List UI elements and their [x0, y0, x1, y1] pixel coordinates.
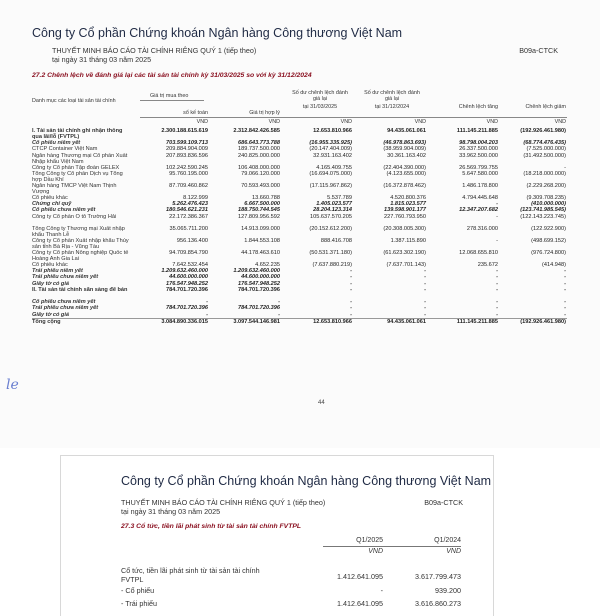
cell-value: 176.547.948.252: [166, 280, 208, 287]
cell-value: -: [350, 268, 352, 275]
cell-value: (20.152.612.200): [309, 225, 352, 232]
cell-value: 1.486.178.800: [462, 182, 498, 189]
cell-value: -: [564, 305, 566, 312]
report-date: tại ngày 31 tháng 03 năm 2025: [52, 55, 152, 64]
cell-value: 12.653.810.966: [313, 318, 352, 325]
cell-value: (50.531.371.180): [309, 249, 352, 256]
header-diff-cur-date: tại 31/12/2024: [374, 104, 410, 110]
cell-value: 44.600.000.000: [241, 274, 280, 281]
unit-label: VND: [340, 119, 352, 125]
cell-value: -: [496, 237, 498, 244]
cell-value: (410.000.000): [531, 201, 566, 208]
cell-value: 30.361.163.402: [387, 152, 426, 159]
cell-value: 703.599.109.713: [166, 140, 208, 146]
table-row: [32, 238, 567, 250]
cell-value: 5.647.580.000: [462, 170, 498, 177]
cell-value: -: [424, 274, 426, 281]
form-code: B09a-CTCK: [519, 46, 558, 55]
cell-value: -: [350, 305, 352, 312]
cell-value: -: [278, 311, 280, 318]
stock-q1-2024: 939.200: [435, 586, 461, 595]
cell-value: 4.652.235: [255, 261, 280, 268]
cell-value: 7.642.532.454: [172, 261, 208, 268]
cell-value: -: [564, 268, 566, 275]
row-label: Cổ phiếu khác: [32, 261, 68, 268]
cell-value: -: [424, 268, 426, 275]
cell-value: 26.569.799.755: [459, 164, 498, 171]
cell-value: 87.709.460.862: [169, 182, 208, 189]
bond-row-label: - Trái phiếu: [121, 599, 157, 608]
handwritten-mark: le: [6, 377, 19, 393]
cell-value: (22.404.390.000): [383, 164, 426, 171]
cell-value: -: [206, 311, 208, 318]
cell-value: -: [424, 298, 426, 305]
cell-value: 12.068.655.810: [459, 249, 498, 256]
cell-value: (16.955.335.925): [309, 140, 352, 146]
report-subtitle: THUYẾT MINH BÁO CÁO TÀI CHÍNH RIÊNG QUÝ 1 (tiếp theo): [121, 498, 326, 507]
cell-value: 127.809.956.592: [238, 213, 280, 220]
cell-value: 278.316.000: [466, 225, 498, 232]
cell-value: 240.825.000.000: [238, 152, 280, 159]
cell-value: 79.066.120.000: [241, 170, 280, 177]
table-row: [32, 128, 567, 140]
cell-value: -: [496, 274, 498, 281]
cell-value: 22.172.386.367: [169, 213, 208, 220]
cell-value: -: [496, 311, 498, 318]
company-name: Công ty Cổ phần Chứng khoán Ngân hàng Công thương Việt Nam: [32, 26, 403, 40]
cell-value: 70.593.493.000: [241, 182, 280, 189]
header-purchase-value: Giá trị mua theo: [150, 93, 189, 99]
cell-value: -: [564, 274, 566, 281]
bond-q1-2025: 1.412.641.095: [337, 599, 383, 608]
cell-value: 33.962.500.000: [459, 152, 498, 159]
unit-label: VND: [554, 119, 566, 125]
row-label: I. Tài sản tài chính ghi nhận thông qua lãi/lỗ (FVTPL): [32, 128, 123, 140]
cell-value: 2.312.842.426.585: [233, 128, 280, 134]
cell-value: 4.165.409.755: [316, 164, 352, 171]
cell-value: 1.844.553.108: [244, 237, 280, 244]
row-label: Cổ phiếu chưa niêm yết: [32, 207, 96, 214]
cell-value: -: [496, 286, 498, 293]
cell-value: (38.959.904.009): [383, 146, 426, 153]
cell-value: (122.143.223.745): [520, 213, 566, 220]
unit-label: VND: [446, 548, 461, 555]
cell-value: -: [564, 311, 566, 318]
cell-value: -: [350, 286, 352, 293]
row-label: Công ty Cổ phần Nông nghiệp Quốc tế Hoàng Anh Gia Lai: [32, 249, 129, 262]
cell-value: (7.637.880.219): [312, 261, 352, 268]
cell-value: 94.709.854.790: [169, 249, 208, 256]
column-q1-2025: Q1/2025: [356, 537, 383, 544]
cell-value: 8.122.999: [183, 194, 208, 201]
report-date: tại ngày 31 tháng 03 năm 2025: [121, 507, 221, 516]
column-q1-2024: Q1/2024: [434, 537, 461, 544]
cell-value: 106.408.000.000: [238, 164, 280, 171]
cell-value: 176.547.948.252: [238, 280, 280, 287]
dividend-q1-2025: 1.412.641.095: [337, 572, 383, 581]
cell-value: -: [564, 164, 566, 171]
cell-value: 4.520.800.376: [390, 194, 426, 201]
cell-value: 180.546.621.231: [166, 207, 208, 214]
row-label: Trái phiếu niêm yết: [32, 268, 83, 275]
cell-value: (9.309.708.235): [526, 194, 566, 201]
unit-label: VND: [268, 119, 280, 125]
cell-value: -: [496, 268, 498, 275]
report-subtitle: THUYẾT MINH BÁO CÁO TÀI CHÍNH RIÊNG QUÝ 1 (tiếp theo): [52, 46, 257, 55]
cell-value: -: [496, 298, 498, 305]
cell-value: 102.242.590.245: [166, 164, 208, 171]
row-label: Tổng cộng: [32, 318, 61, 325]
cell-value: 1.405.023.577: [316, 201, 352, 208]
cell-value: -: [424, 280, 426, 287]
stock-q1-2025: -: [380, 586, 383, 595]
row-label: Công ty Cổ phần Xuất nhập khẩu Thủy sản tỉnh Bà Rịa - Vũng Tàu: [32, 237, 129, 250]
cell-value: 784.701.720.396: [238, 305, 280, 312]
bond-q1-2024: 3.616.860.273: [415, 599, 461, 608]
header-diff-prev: Số dư chênh lệch đánh giá lại: [292, 90, 348, 102]
cell-value: 111.145.211.885: [456, 128, 498, 134]
cell-value: 1.815.023.577: [390, 201, 426, 208]
company-name: Công ty Cổ phần Chứng khoán Ngân hàng Công thương Việt Nam: [121, 474, 492, 488]
cell-value: 28.204.123.314: [313, 207, 352, 214]
cell-value: 35.065.711.200: [169, 225, 208, 232]
cell-value: -: [424, 305, 426, 312]
cell-value: -: [350, 311, 352, 318]
cell-value: -: [424, 286, 426, 293]
cell-value: 686.643.773.788: [238, 140, 280, 146]
table-row: [32, 214, 567, 226]
cell-value: (7.525.000.000): [526, 146, 566, 153]
dividend-row-label: Cổ tức, tiền lãi phát sinh từ tài sản tài chính: [121, 566, 260, 575]
cell-value: -: [564, 298, 566, 305]
cell-value: 209.884.904.009: [166, 146, 208, 153]
cell-value: 139.598.901.177: [384, 207, 426, 214]
unit-label: VND: [196, 119, 208, 125]
cell-value: -: [206, 298, 208, 305]
row-label: Giấy tờ có giá: [32, 311, 70, 318]
dividend-row-label: FVTPL: [121, 575, 144, 584]
row-label: Trái phiếu chưa niêm yết: [32, 274, 99, 281]
cell-value: 227.760.793.950: [384, 213, 426, 220]
cell-value: (20.147.404.009): [309, 146, 352, 153]
row-label: CTCP Container Việt Nam: [32, 146, 98, 153]
cell-value: 14.913.099.000: [241, 225, 280, 232]
cell-value: (16.694.075.000): [309, 170, 352, 177]
unit-label: VND: [368, 548, 383, 555]
form-code: B09a-CTCK: [424, 498, 463, 507]
cell-value: (61.623.302.190): [383, 249, 426, 256]
cell-value: -: [350, 274, 352, 281]
cell-value: 32.931.163.402: [313, 152, 352, 159]
dividend-q1-2024: 3.617.799.473: [415, 572, 461, 581]
cell-value: -: [564, 286, 566, 293]
cell-value: 189.737.500.000: [238, 146, 280, 153]
cell-value: 784.701.720.396: [166, 305, 208, 312]
cell-value: 1.209.632.460.000: [161, 268, 208, 275]
table-row: [32, 153, 567, 165]
cell-value: 13.660.788: [252, 194, 280, 201]
cell-value: 956.136.400: [176, 237, 208, 244]
row-label: Cổ phiếu khác: [32, 194, 68, 201]
cell-value: (192.926.461.980): [520, 318, 566, 325]
cell-value: (4.123.655.000): [386, 170, 426, 177]
cell-value: 26.337.500.000: [459, 146, 498, 153]
cell-value: -: [424, 311, 426, 318]
cell-value: (16.372.878.462): [383, 182, 426, 189]
cell-value: 94.435.061.061: [387, 318, 426, 325]
row-label: Ngân hàng Thương mại Cổ phần Xuất Nhập khẩu Việt Nam: [32, 152, 128, 165]
cell-value: -: [496, 305, 498, 312]
cell-value: 207.893.836.596: [166, 152, 208, 159]
cell-value: 3.084.890.336.015: [161, 318, 208, 325]
row-label: Giấy tờ có giá: [32, 280, 70, 287]
cell-value: (2.229.268.200): [526, 182, 566, 189]
header-increase: Chênh lệch tăng: [458, 104, 498, 110]
table-row: [32, 171, 567, 183]
revaluation-table: [32, 128, 567, 325]
table-row: [32, 287, 567, 299]
header-category: Danh mục các loại tài sản tài chính: [32, 98, 116, 104]
cell-value: 235.672: [477, 261, 498, 268]
stock-row-label: - Cổ phiếu: [121, 586, 155, 595]
table-row: [32, 250, 567, 262]
header-diff-prev-date: tại 31/03/2025: [302, 104, 338, 110]
cell-value: -: [496, 280, 498, 287]
table-row: [32, 183, 567, 195]
cell-value: -: [350, 280, 352, 287]
cell-value: 188.750.744.545: [238, 207, 280, 214]
section-title: 27.2 Chênh lệch về đánh giá lại các tài sản tài chính kỳ 31/03/2025 so với kỳ 31/12/2024: [32, 72, 312, 79]
cell-value: 44.178.463.610: [241, 249, 280, 256]
cell-value: 95.760.195.000: [169, 170, 208, 177]
cell-value: (976.724.800): [531, 249, 566, 256]
cell-value: 94.435.061.061: [387, 128, 426, 134]
cell-value: 12.653.810.966: [313, 128, 352, 134]
header-diff-cur: Số dư chênh lệch đánh giá lại: [364, 90, 420, 102]
cell-value: -: [564, 280, 566, 287]
cell-value: 12.347.207.682: [459, 207, 498, 214]
cell-value: 784.701.720.396: [238, 286, 280, 293]
row-label: Công ty Cổ phần Tập đoàn GELEX: [32, 164, 120, 171]
cell-value: 4.794.445.648: [462, 194, 498, 201]
row-label: Tổng Công ty Thương mại Xuất nhập khẩu Thanh Lễ: [32, 225, 125, 238]
cell-value: (414.948): [542, 261, 566, 268]
cell-value: (7.637.701.143): [386, 261, 426, 268]
cell-value: 784.701.720.396: [166, 286, 208, 293]
cell-value: 888.416.708: [320, 237, 352, 244]
cell-value: 3.097.544.146.981: [233, 318, 280, 325]
header-rule: [140, 100, 204, 101]
cell-value: (68.774.476.435): [523, 140, 566, 146]
page-45: [60, 455, 494, 616]
cell-value: (498.699.152): [531, 237, 566, 244]
row-label: II. Tài sản tài chính sẵn sàng để bán: [32, 286, 128, 293]
row-label: Công ty Cổ phần Ô tô Trường Hải: [32, 213, 117, 220]
cell-value: 105.637.570.205: [310, 213, 352, 220]
cell-value: -: [278, 298, 280, 305]
cell-value: (192.926.461.980): [520, 128, 566, 134]
header-unit-rule: [140, 117, 567, 118]
cell-value: 1.387.115.890: [390, 237, 426, 244]
section-title: 27.3 Cổ tức, tiền lãi phát sinh từ tài sản tài chính FVTPL: [121, 523, 302, 530]
row-label: Ngân hàng TMCP Việt Nam Thịnh Vượng: [32, 182, 117, 195]
cell-value: 5.537.789: [327, 194, 352, 201]
row-label: Chứng chỉ quỹ: [32, 201, 72, 208]
cell-value: 44.600.000.000: [169, 274, 208, 281]
row-label: Trái phiếu chưa niêm yết: [32, 305, 99, 312]
cell-value: (17.115.967.862): [309, 182, 352, 189]
header-fair-value: Giá trị hợp lý: [249, 110, 280, 116]
table-row: [32, 318, 567, 325]
cell-value: 111.145.211.885: [456, 318, 498, 325]
table-row: [32, 226, 567, 238]
unit-label: VND: [414, 119, 426, 125]
header-rule: [323, 546, 461, 547]
cell-value: 2.300.188.615.619: [161, 128, 208, 134]
cell-value: 6.667.500.000: [244, 201, 280, 208]
cell-value: (46.978.863.693): [383, 140, 426, 146]
cell-value: -: [496, 201, 498, 208]
header-decrease: Chênh lệch giảm: [525, 104, 566, 110]
row-label: Tổng Công ty Cổ phần Dịch vụ Tổng hợp Dầu Khí: [32, 170, 123, 183]
cell-value: (123.741.985.545): [520, 207, 566, 214]
cell-value: 5.262.476.423: [172, 201, 208, 208]
cell-value: 98.798.004.203: [459, 140, 498, 146]
page-number: 44: [318, 400, 325, 406]
row-label: Cổ phiếu chưa niêm yết: [32, 298, 96, 305]
cell-value: -: [496, 213, 498, 220]
unit-label: VND: [486, 119, 498, 125]
row-label: Cổ phiếu niêm yết: [32, 140, 81, 146]
cell-value: (122.922.900): [531, 225, 566, 232]
cell-value: 1.209.632.460.000: [233, 268, 280, 275]
cell-value: (20.308.005.300): [383, 225, 426, 232]
cell-value: (18.218.000.000): [523, 170, 566, 177]
cell-value: (31.492.500.000): [523, 152, 566, 159]
cell-value: -: [350, 298, 352, 305]
header-book-value: sổ kế toán: [183, 110, 208, 116]
